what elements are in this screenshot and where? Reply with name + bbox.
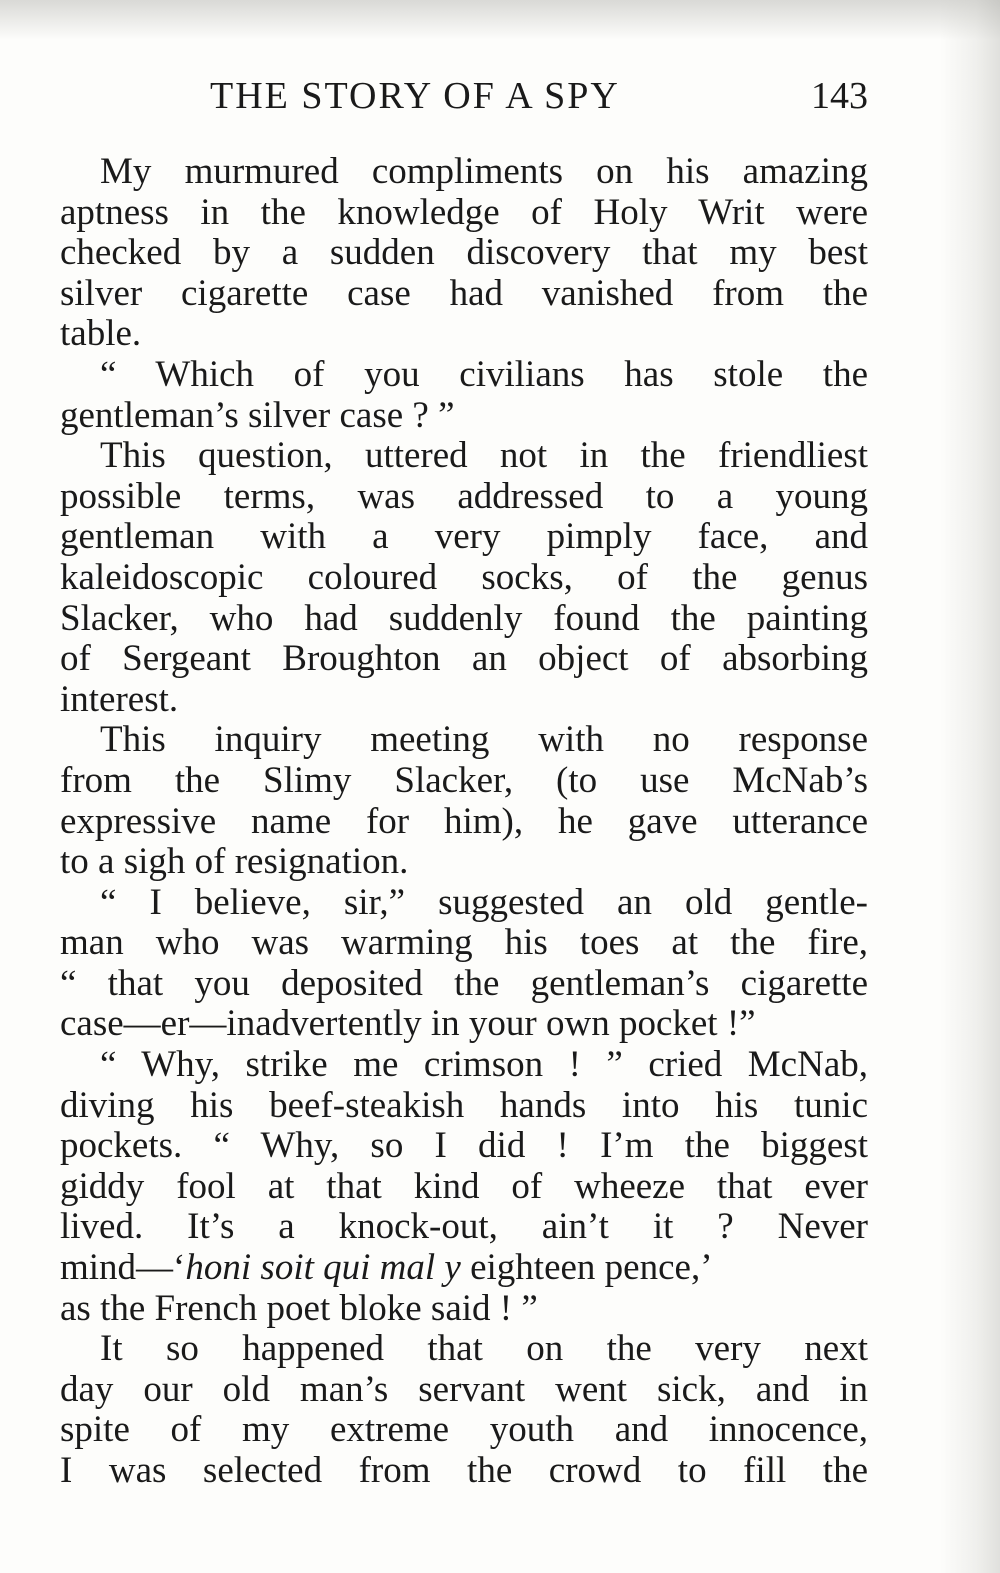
running-head [60, 74, 868, 122]
text-line: of Sergeant Broughton an object of absorbing [60, 638, 868, 680]
text-line: interest. [60, 678, 179, 720]
text-line: day our old man’s servant went sick, and in [60, 1368, 868, 1410]
text-line: “ I believe, sir,” suggested an old gentle- [100, 881, 868, 923]
text-line: “ Why, strike me crimson ! ” cried McNab, [100, 1044, 868, 1086]
page-shadow-top [0, 0, 1000, 40]
text-line: Slacker, who had suddenly found the painting [60, 597, 868, 639]
text-line: silver cigarette case had vanished from the [60, 272, 868, 314]
text-line: This inquiry meeting with no response [100, 719, 868, 761]
text-line: This question, uttered not in the friendliest [100, 435, 868, 477]
text-line: possible terms, was addressed to a young [60, 475, 868, 517]
page-shadow-right [940, 0, 1000, 1573]
text-line: from the Slimy Slacker, (to use McNab’s [60, 759, 868, 801]
text-line: I was selected from the crowd to fill the [60, 1450, 868, 1491]
text-line: table. [60, 313, 142, 355]
text-line: lived. It’s a knock-out, ain’t it ? Never [60, 1206, 868, 1248]
text-line: pockets. “ Why, so I did ! I’m the biggest [60, 1125, 868, 1167]
text-line: My murmured compliments on his amazing [100, 151, 868, 192]
text-line: expressive name for him), he gave utterance [60, 800, 868, 842]
text-line: checked by a sudden discovery that my best [60, 232, 868, 274]
text-line: man who was warming his toes at the fire, [60, 922, 868, 964]
text-line: diving his beef-steakish hands into his tunic [60, 1084, 868, 1126]
body-text [60, 152, 868, 1492]
text-line: “ Which of you civilians has stole the [100, 353, 868, 395]
page-number: 143 [811, 75, 868, 117]
text-line: gentleman’s silver case ? ” [60, 394, 455, 436]
text-line: “ that you deposited the gentleman’s cigarette [60, 962, 868, 1004]
text-line: gentleman with a very pimply face, and [60, 516, 868, 558]
text-segment: eighteen pence,’ [460, 1247, 713, 1289]
text-line: spite of my extreme youth and innocence, [60, 1409, 868, 1451]
italic-phrase: honi soit qui mal y [185, 1247, 461, 1289]
running-title: THE STORY OF A SPY [210, 75, 620, 117]
text-segment: mind—‘ [60, 1247, 186, 1289]
text-line: case—er—inadvertently in your own pocket !” [60, 1003, 756, 1045]
text-line: aptness in the knowledge of Holy Writ were [60, 191, 868, 233]
text-line: as the French poet bloke said ! ” [60, 1287, 538, 1329]
text-line: kaleidoscopic coloured socks, of the genus [60, 556, 868, 598]
text-line: giddy fool at that kind of wheeze that ever [60, 1165, 868, 1207]
text-line-mixed [60, 1248, 868, 1289]
text-line: It so happened that on the very next [100, 1328, 868, 1370]
text-line: to a sigh of resignation. [60, 841, 409, 883]
